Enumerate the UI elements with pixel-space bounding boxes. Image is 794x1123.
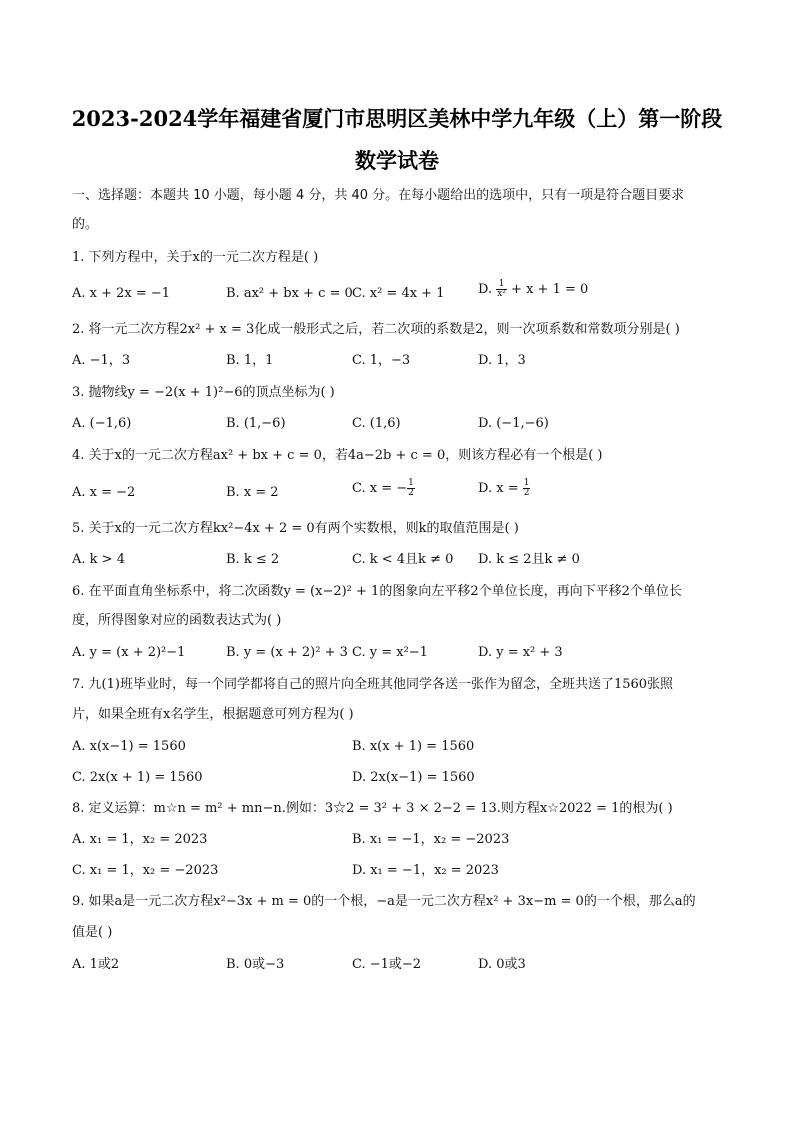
fraction bbox=[523, 479, 531, 498]
question-2-option-a: A. −1，3 bbox=[72, 353, 131, 368]
question-1-option-d bbox=[478, 280, 588, 299]
question-6-option-b: B. y = (x + 2)² + 3 bbox=[226, 645, 348, 660]
question-7-option-d: D. 2x(x−1) = 1560 bbox=[352, 770, 475, 785]
question-9-stem-cont: 值是( ) bbox=[72, 925, 113, 940]
question-2-option-c: C. 1，−3 bbox=[352, 353, 411, 368]
question-8-option-d: D. x₁ = −1，x₂ = 2023 bbox=[352, 863, 499, 878]
question-2-option-b: B. 1，1 bbox=[226, 353, 274, 368]
fraction-numerator: 1 bbox=[523, 478, 530, 488]
question-4-option-c bbox=[352, 479, 415, 498]
question-1-option-c: C. x² = 4x + 1 bbox=[352, 286, 445, 301]
question-6-option-d: D. y = x² + 3 bbox=[478, 645, 563, 660]
option-d-prefix: D. x = bbox=[478, 481, 523, 496]
question-9-option-b: B. 0或−3 bbox=[226, 957, 285, 972]
question-7-stem: 7. 九(1)班毕业时，每一个同学都将自己的照片向全班其他同学各送一张作为留念，全班共送了1560张照 bbox=[72, 677, 674, 692]
question-5-option-d: D. k ≤ 2且k ≠ 0 bbox=[478, 552, 580, 567]
section-instructions-cont: 的。 bbox=[72, 217, 99, 232]
question-1-stem: 1. 下列方程中，关于x的一元二次方程是( ) bbox=[72, 250, 319, 265]
fraction-denominator: 2 bbox=[408, 488, 414, 498]
question-8-stem: 8. 定义运算：m☆n = m² + mn−n.例如：3☆2 = 3² + 3 × 2−2 = 13.则方程x☆2022 = 1的根为( ) bbox=[72, 801, 673, 816]
fraction bbox=[407, 479, 415, 498]
question-4-option-b: B. x = 2 bbox=[226, 485, 279, 500]
question-5-stem: 5. 关于x的一元二次方程kx²−4x + 2 = 0有两个实数根，则k的取值范围是( ) bbox=[72, 521, 519, 536]
option-d-tail: + x + 1 = 0 bbox=[506, 282, 589, 297]
question-1-option-a: A. x + 2x = −1 bbox=[72, 286, 171, 301]
question-5-option-a: A. k > 4 bbox=[72, 552, 125, 567]
question-7-option-c: C. 2x(x + 1) = 1560 bbox=[72, 770, 203, 785]
question-7-option-a: A. x(x−1) = 1560 bbox=[72, 739, 186, 754]
question-9-option-c: C. −1或−2 bbox=[352, 957, 422, 972]
question-8-option-c: C. x₁ = 1，x₂ = −2023 bbox=[72, 863, 219, 878]
option-c-prefix: C. x = − bbox=[352, 481, 408, 496]
fraction-denominator: 2 bbox=[523, 488, 530, 498]
section-instructions: 一、选择题：本题共 10 小题，每小题 4 分，共 40 分。在每小题给出的选项中，只有一项是符合题目要求 bbox=[72, 188, 685, 203]
question-4-stem: 4. 关于x的一元二次方程ax² + bx + c = 0，若4a−2b + c = 0，则该方程必有一个根是( ) bbox=[72, 448, 603, 463]
question-9-option-d: D. 0或3 bbox=[478, 957, 526, 972]
question-3-option-d: D. (−1,−6) bbox=[478, 416, 549, 431]
fraction bbox=[496, 280, 507, 299]
question-3-stem: 3. 抛物线y = −2(x + 1)²−6的顶点坐标为( ) bbox=[72, 385, 335, 400]
page-title-line1: 2023-2024学年福建省厦门市思明区美林中学九年级（上）第一阶段 bbox=[71, 106, 723, 131]
question-2-option-d: D. 1，3 bbox=[478, 353, 526, 368]
question-6-option-a: A. y = (x + 2)²−1 bbox=[72, 645, 186, 660]
question-6-stem: 6. 在平面直角坐标系中，将二次函数y = (x−2)² + 1的图象向左平移2个单位长度，再向下平移2个单位长 bbox=[72, 584, 682, 599]
question-6-stem-cont: 度，所得图象对应的函数表达式为( ) bbox=[72, 613, 282, 628]
question-2-stem: 2. 将一元二次方程2x² + x = 3化成一般形式之后，若二次项的系数是2，则一次项系数和常数项分别是( ) bbox=[72, 322, 680, 337]
question-4-option-d bbox=[478, 479, 530, 498]
question-7-option-b: B. x(x + 1) = 1560 bbox=[352, 739, 475, 754]
question-8-option-a: A. x₁ = 1，x₂ = 2023 bbox=[72, 832, 208, 847]
page-title-line2: 数学试卷 bbox=[355, 148, 439, 173]
question-5-option-b: B. k ≤ 2 bbox=[226, 552, 280, 567]
question-9-stem: 9. 如果a是一元二次方程x²−3x + m = 0的一个根，−a是一元二次方程x² + 3x−m = 0的一个根，那么a的 bbox=[72, 894, 696, 909]
question-8-option-b: B. x₁ = −1，x₂ = −2023 bbox=[352, 832, 510, 847]
question-6-option-c: C. y = x²−1 bbox=[352, 645, 428, 660]
fraction-numerator: 1 bbox=[496, 280, 507, 290]
question-3-option-b: B. (1,−6) bbox=[226, 416, 286, 431]
question-7-stem-cont: 片，如果全班有x名学生，根据题意可列方程为( ) bbox=[72, 707, 354, 722]
question-4-option-a: A. x = −2 bbox=[72, 485, 136, 500]
fraction-numerator: 1 bbox=[408, 478, 414, 488]
fraction-denominator: x² bbox=[497, 289, 506, 299]
question-3-option-c: C. (1,6) bbox=[352, 416, 401, 431]
question-9-option-a: A. 1或2 bbox=[72, 957, 120, 972]
question-5-option-c: C. k < 4且k ≠ 0 bbox=[352, 552, 454, 567]
question-1-option-b: B. ax² + bx + c = 0 bbox=[226, 286, 353, 301]
question-3-option-a: A. (−1,6) bbox=[72, 416, 132, 431]
option-d-prefix: D. bbox=[478, 282, 497, 297]
